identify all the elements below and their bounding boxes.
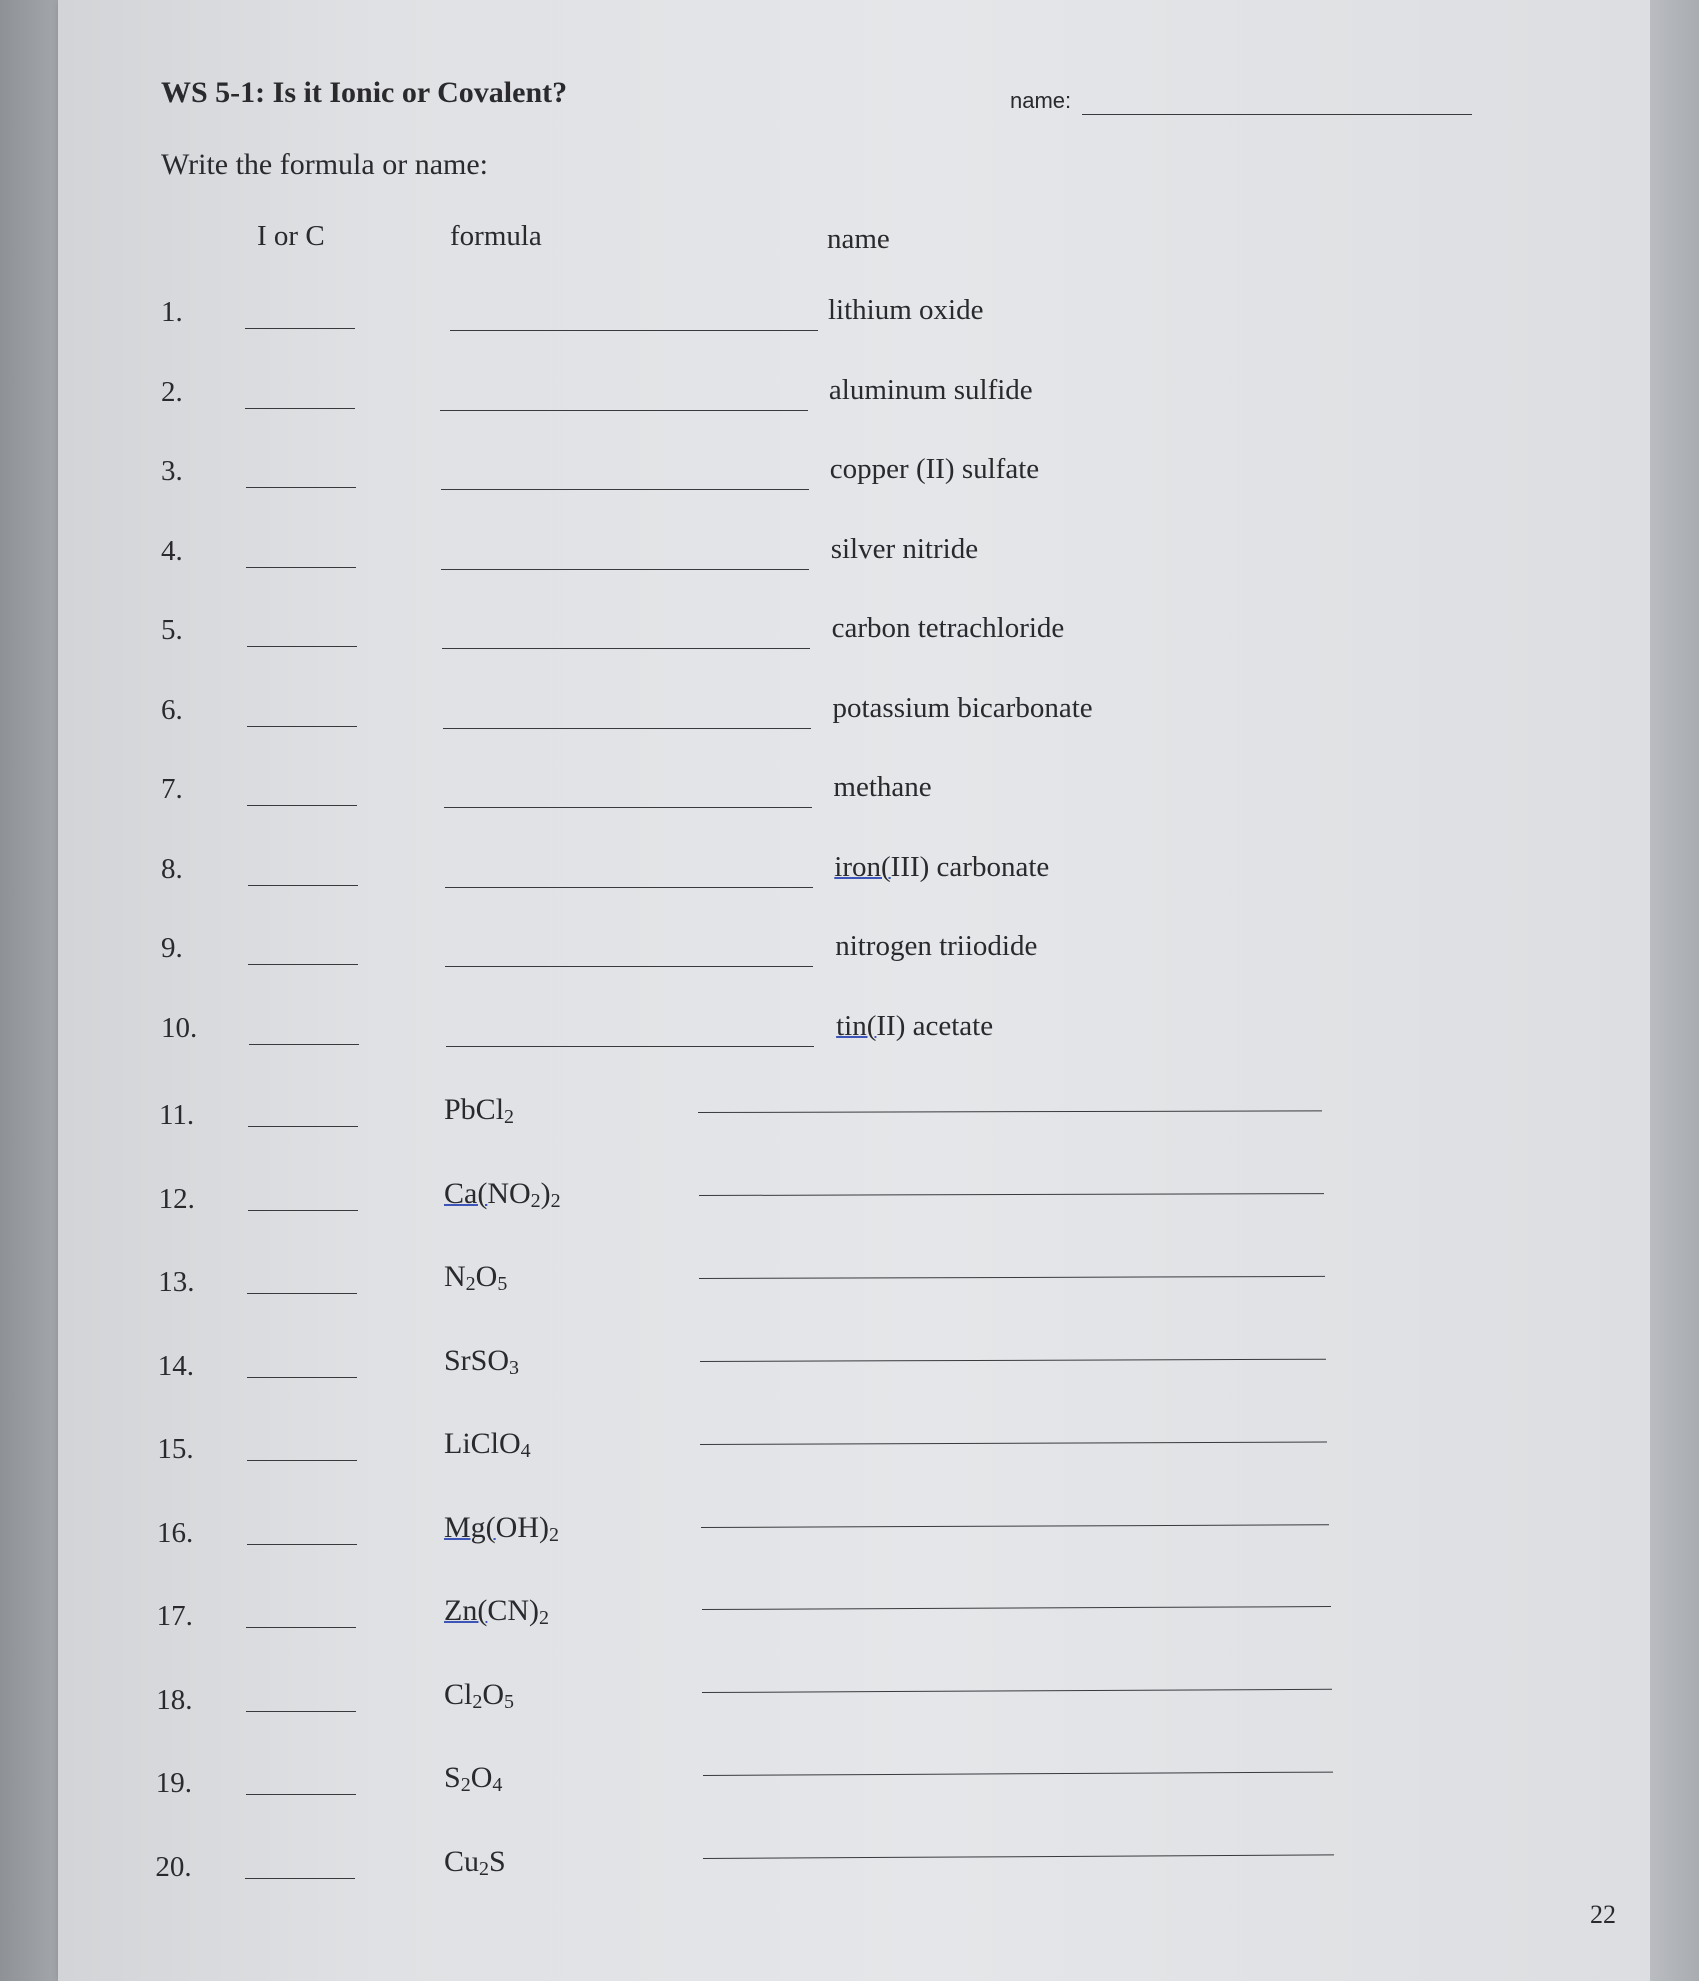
given-compound-name: lithium oxide: [828, 294, 984, 326]
given-compound-name: potassium bicarbonate: [832, 691, 1093, 724]
given-compound-name: methane: [833, 771, 932, 803]
question-number: 1.: [161, 296, 183, 328]
given-formula: $Cu_2S$: [444, 1844, 506, 1880]
student-name-blank[interactable]: [1082, 114, 1472, 115]
ionic-covalent-blank[interactable]: [245, 1878, 355, 1879]
ionic-covalent-blank[interactable]: [247, 1293, 357, 1294]
formula-blank[interactable]: [440, 410, 808, 411]
given-compound-name: aluminum sulfide: [828, 373, 1033, 406]
given-compound-name: silver nitride: [830, 532, 979, 565]
ionic-covalent-blank[interactable]: [246, 567, 356, 568]
ionic-covalent-blank[interactable]: [248, 885, 358, 886]
question-number: 17.: [156, 1600, 193, 1632]
ionic-covalent-blank[interactable]: [248, 1126, 358, 1127]
background-left: [0, 0, 58, 1981]
given-compound-name: carbon tetrachloride: [831, 612, 1065, 644]
given-compound-name: copper (II) sulfate: [829, 453, 1040, 485]
ionic-covalent-blank[interactable]: [246, 487, 356, 488]
formula-blank[interactable]: [442, 648, 810, 649]
question-number: 14.: [157, 1349, 195, 1382]
student-name-label: name:: [1010, 88, 1072, 113]
page-number: 22: [1590, 1900, 1616, 1929]
background-right: [1650, 0, 1699, 1981]
question-number: 4.: [161, 534, 183, 567]
question-number: 6.: [161, 693, 183, 726]
question-number: 13.: [158, 1266, 195, 1298]
question-number: 7.: [161, 773, 183, 805]
question-number: 12.: [158, 1182, 195, 1215]
ionic-covalent-blank[interactable]: [247, 1377, 357, 1378]
ionic-covalent-blank[interactable]: [247, 726, 357, 727]
formula-blank[interactable]: [443, 728, 811, 729]
ionic-covalent-blank[interactable]: [248, 964, 358, 965]
formula-blank[interactable]: [446, 1046, 814, 1047]
given-formula: LiClO$_4$: [444, 1427, 531, 1462]
ionic-covalent-blank[interactable]: [246, 1794, 356, 1795]
formula-blank[interactable]: [445, 887, 813, 888]
formula-blank[interactable]: [444, 807, 812, 808]
ionic-covalent-blank[interactable]: [249, 1044, 359, 1045]
header-name: name: [827, 223, 890, 255]
question-number: 11.: [159, 1099, 195, 1131]
formula-blank[interactable]: [441, 569, 809, 570]
question-number: 5.: [161, 614, 183, 646]
given-formula: $S_2O_4$: [444, 1761, 503, 1796]
ionic-covalent-blank[interactable]: [247, 1460, 357, 1461]
given-formula: $Ca(NO_2)_2$: [444, 1176, 561, 1212]
formula-blank[interactable]: [441, 489, 809, 490]
question-number: 3.: [161, 455, 183, 487]
formula-blank[interactable]: [450, 330, 818, 331]
given-compound-name: iron(III) carbonate: [834, 850, 1050, 883]
ionic-covalent-blank[interactable]: [246, 1711, 356, 1712]
given-compound-name: nitrogen triiodide: [835, 930, 1038, 962]
question-number: 10.: [161, 1011, 198, 1044]
ionic-covalent-blank[interactable]: [246, 1627, 356, 1628]
question-number: 15.: [157, 1433, 194, 1465]
given-formula: $N_2O_5$: [444, 1260, 508, 1295]
question-number: 18.: [156, 1683, 193, 1716]
ionic-covalent-blank[interactable]: [247, 646, 357, 647]
question-number: 19.: [155, 1767, 193, 1799]
formula-blank[interactable]: [445, 966, 813, 967]
given-compound-name: tin(II) acetate: [836, 1009, 994, 1042]
ionic-covalent-blank[interactable]: [248, 1210, 358, 1211]
instructions: Write the formula or name:: [161, 148, 488, 181]
given-formula: $Zn(CN)_2$: [444, 1594, 549, 1629]
header-ionic-or-covalent: I or C: [257, 220, 325, 252]
header-formula: formula: [450, 220, 542, 252]
question-number: 2.: [161, 375, 183, 408]
given-formula: $Cl_2O_5$: [444, 1677, 515, 1713]
question-number: 16.: [157, 1516, 194, 1549]
question-number: 9.: [161, 932, 183, 964]
ionic-covalent-blank[interactable]: [245, 408, 355, 409]
worksheet-title: WS 5-1: Is it Ionic or Covalent?: [161, 76, 568, 109]
ionic-covalent-blank[interactable]: [245, 328, 355, 329]
given-formula: SrSO$_3$: [444, 1343, 520, 1379]
given-formula: $Mg(OH)_2$: [444, 1510, 559, 1546]
given-formula: PbCl$_2$: [444, 1093, 515, 1128]
ionic-covalent-blank[interactable]: [247, 1544, 357, 1545]
ionic-covalent-blank[interactable]: [247, 805, 357, 806]
question-number: 20.: [155, 1850, 192, 1883]
question-number: 8.: [161, 852, 183, 885]
